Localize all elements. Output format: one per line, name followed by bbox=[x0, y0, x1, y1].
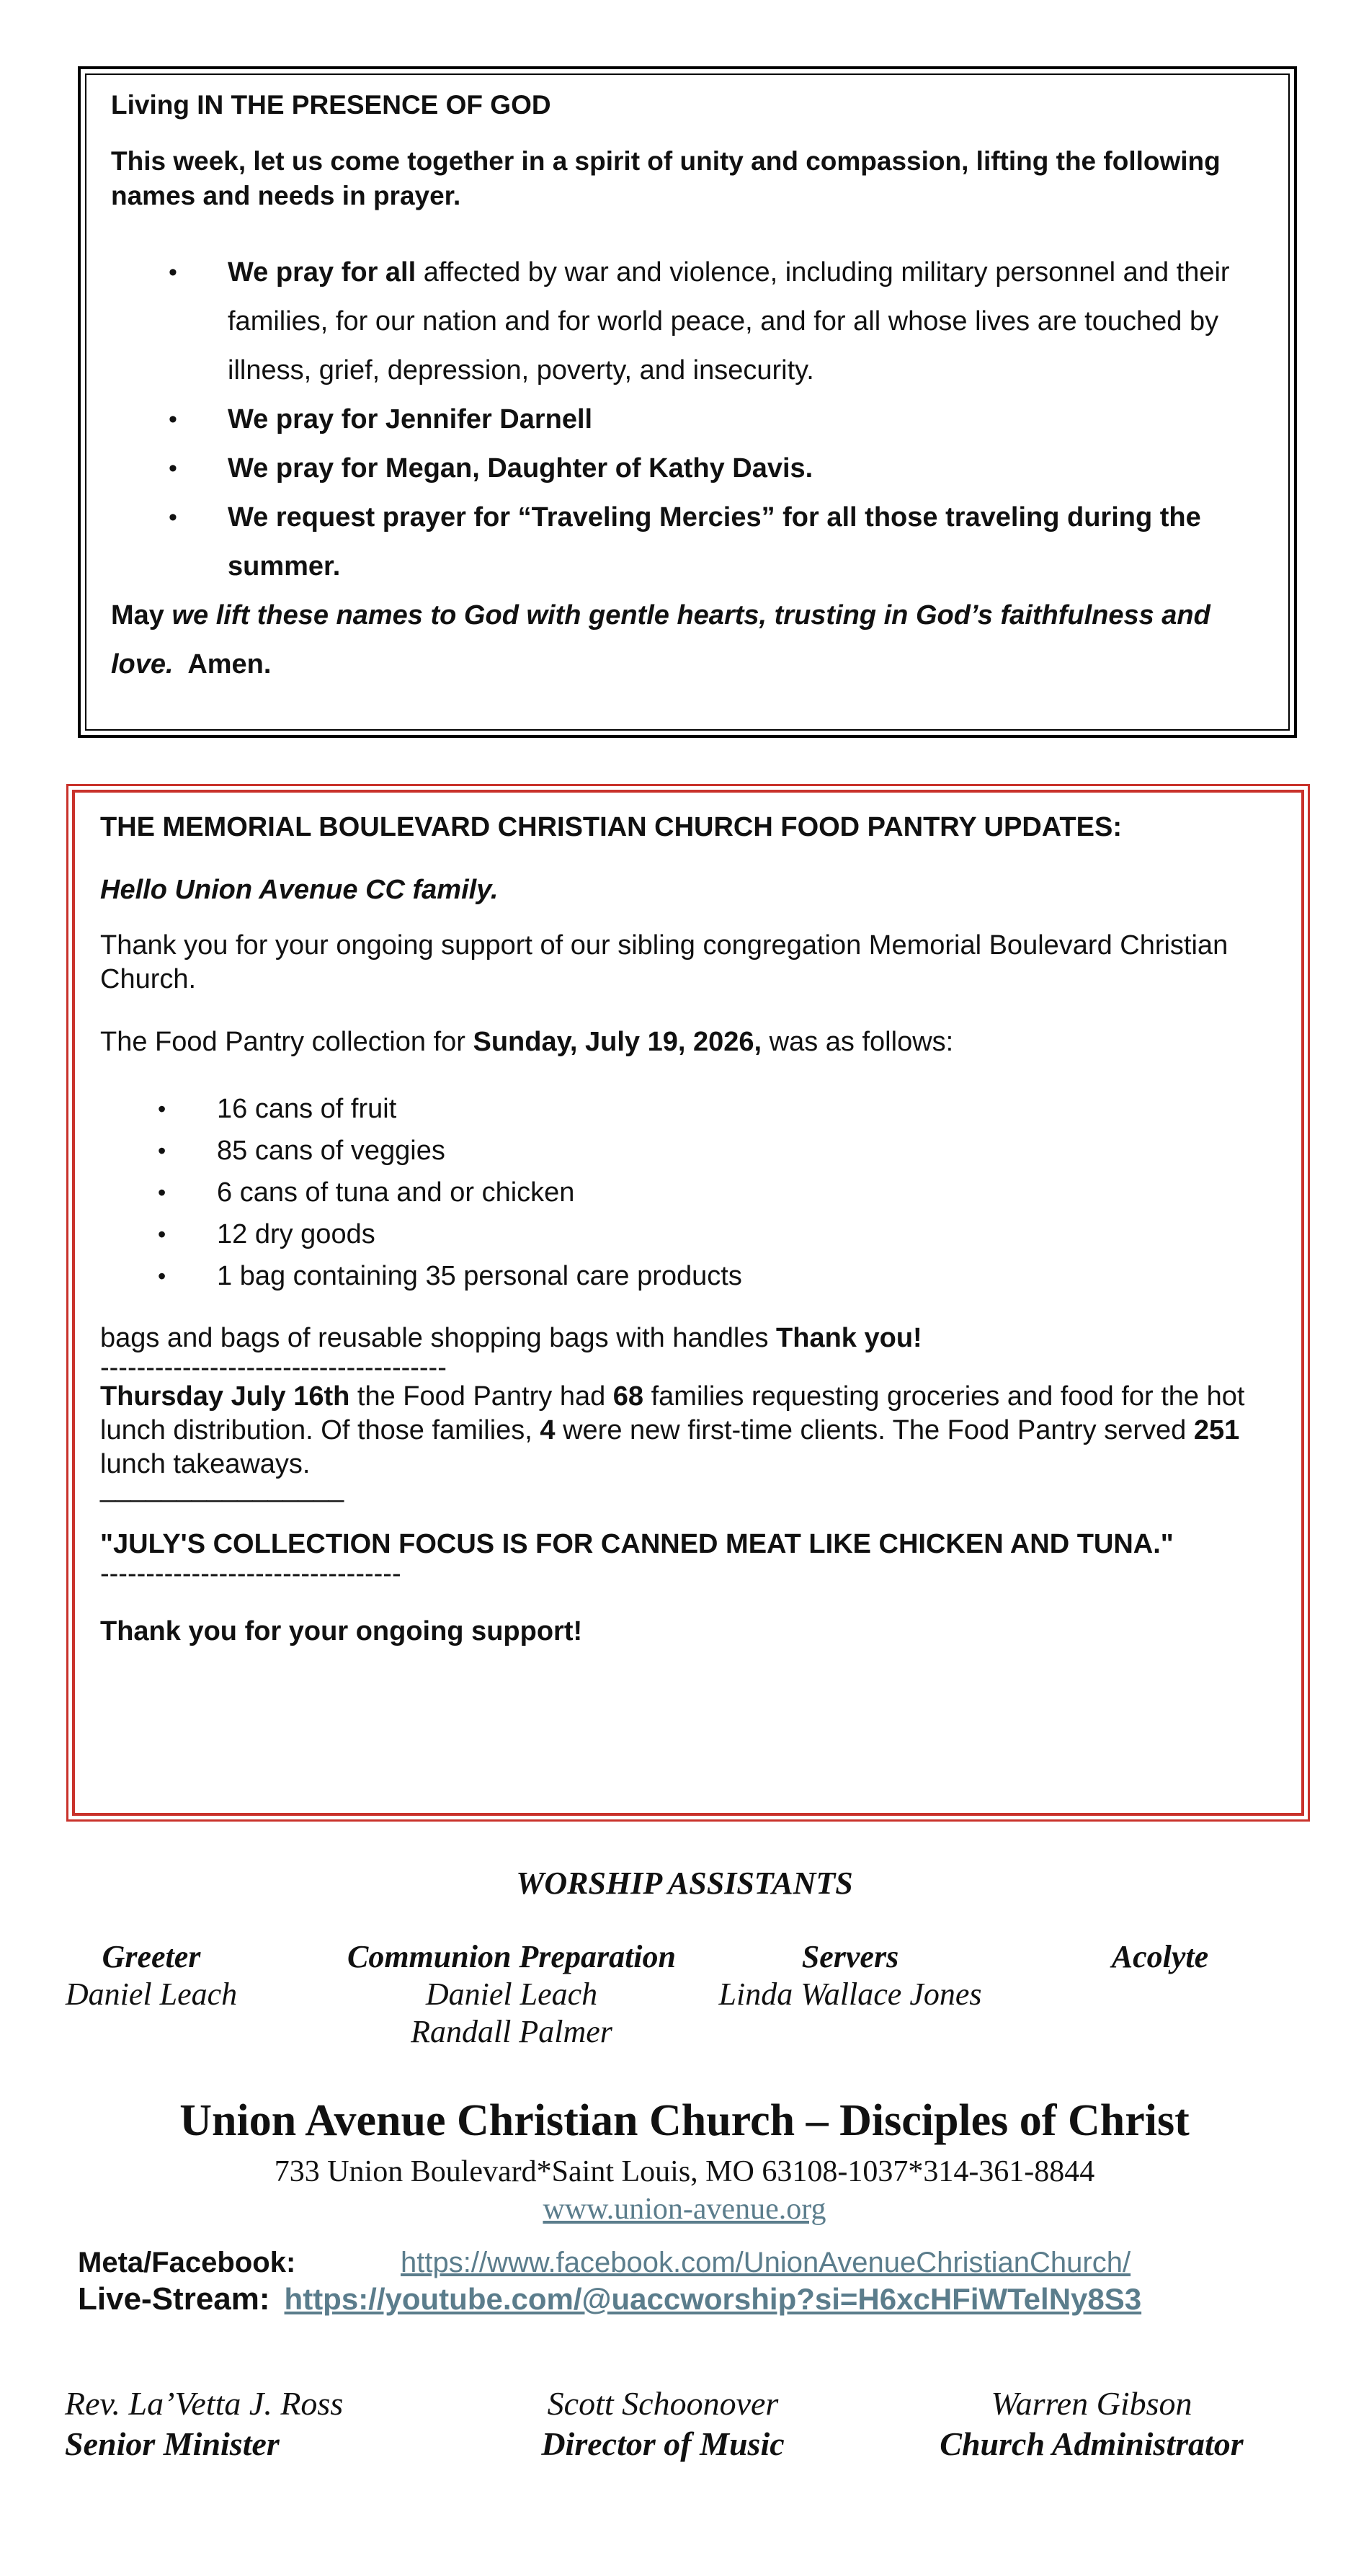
staff-name: Scott Schoonover bbox=[547, 2385, 779, 2422]
prayer-item-bold: We pray for all bbox=[228, 257, 416, 288]
prayer-content bbox=[111, 88, 1262, 716]
bags-text: bags and bags of reusable shopping bags with handles bbox=[100, 1323, 777, 1353]
assistant-name: Daniel Leach bbox=[65, 1976, 238, 2012]
staff-senior-minister bbox=[65, 2384, 343, 2464]
worship-role-greeter bbox=[36, 1938, 267, 2013]
bullet-icon: • bbox=[158, 1180, 166, 1205]
bags-thanks: Thank you! bbox=[776, 1323, 922, 1353]
staff-title: Senior Minister bbox=[65, 2425, 280, 2462]
collection-date: Sunday, July 19, 2026, bbox=[473, 1027, 762, 1057]
pantry-thursday-report bbox=[100, 1380, 1279, 1481]
bullet-icon: • bbox=[169, 504, 177, 531]
assistant-name: Daniel Leach bbox=[425, 1976, 598, 2012]
thursday-date: Thursday July 16th bbox=[100, 1381, 350, 1412]
facebook-label: Meta/Facebook: bbox=[78, 2247, 296, 2278]
prayer-item bbox=[111, 493, 1262, 591]
prayer-title-main: IN THE PRESENCE OF GOD bbox=[197, 90, 551, 120]
prayer-closing bbox=[111, 591, 1262, 689]
staff-director-of-music bbox=[533, 2384, 793, 2464]
pantry-item-text: 16 cans of fruit bbox=[217, 1094, 397, 1124]
divider: ________________ bbox=[100, 1473, 344, 1503]
pantry-collection-intro bbox=[100, 1025, 1279, 1059]
worship-role-servers bbox=[692, 1938, 1009, 2013]
worship-role-communion bbox=[310, 1938, 713, 2051]
pantry-bags bbox=[100, 1322, 1279, 1355]
pantry-item-text: 85 cans of veggies bbox=[217, 1136, 445, 1166]
lunches-count: 251 bbox=[1193, 1415, 1240, 1445]
prayer-closing-lead: May bbox=[111, 600, 172, 630]
prayer-item-bold: We pray for Jennifer Darnell bbox=[228, 404, 593, 434]
collection-focus: "JULY'S COLLECTION FOCUS IS FOR CANNED MEAT LIKE CHICKEN AND TUNA." bbox=[100, 1529, 1174, 1559]
food-pantry-content bbox=[100, 811, 1279, 1649]
pantry-items-list bbox=[100, 1088, 1279, 1297]
collection-lead: The Food Pantry collection for bbox=[100, 1027, 473, 1057]
facebook-row bbox=[78, 2247, 1131, 2279]
prayer-item-text: affected by war and violence, including military personnel and their families, for our nation and for world peace, and for all whose lives are touched by illness, grief, depression, poverty, and insecurity. bbox=[228, 257, 1230, 385]
prayer-item-bold: We pray for Megan, Daughter of Kathy Davis. bbox=[228, 453, 813, 483]
list-item bbox=[100, 1255, 1279, 1297]
prayer-item bbox=[111, 444, 1262, 493]
pantry-item-text: 1 bag containing 35 personal care products bbox=[217, 1261, 742, 1291]
list-item bbox=[100, 1130, 1279, 1172]
bullet-icon: • bbox=[169, 259, 177, 286]
assistant-name: Randall Palmer bbox=[411, 2014, 612, 2049]
bullet-icon: • bbox=[158, 1263, 166, 1289]
families-count: 68 bbox=[612, 1381, 644, 1412]
list-item bbox=[100, 1213, 1279, 1255]
report-text: lunch takeaways. bbox=[100, 1449, 311, 1479]
pantry-thanks: Thank you for your ongoing support of our sibling congregation Memorial Boulevard Christian Church. bbox=[100, 930, 1228, 994]
list-item bbox=[100, 1088, 1279, 1130]
divider: --------------------------------- bbox=[100, 1559, 401, 1589]
church-website-link[interactable]: www.union-avenue.org bbox=[543, 2193, 826, 2226]
pantry-heading: THE MEMORIAL BOULEVARD CHRISTIAN CHURCH FOOD PANTRY UPDATES: bbox=[100, 812, 1122, 842]
prayer-title bbox=[111, 88, 1262, 122]
staff-title: Director of Music bbox=[541, 2425, 785, 2462]
church-name: Union Avenue Christian Church – Disciples of Christ bbox=[179, 2096, 1190, 2145]
worship-role-acolyte bbox=[1052, 1938, 1268, 1976]
prayer-closing-amen: Amen. bbox=[173, 649, 272, 679]
new-clients-count: 4 bbox=[540, 1415, 556, 1445]
prayer-item-bold: We request prayer for “Traveling Mercies” for all those traveling during the summer. bbox=[228, 502, 1201, 581]
prayer-title-prefix: Living bbox=[111, 90, 197, 120]
worship-assistants-title: WORSHIP ASSISTANTS bbox=[516, 1866, 853, 1901]
list-item bbox=[100, 1172, 1279, 1213]
church-address: 733 Union Boulevard*Saint Louis, MO 63108-1037*314-361-8844 bbox=[274, 2155, 1095, 2188]
staff-church-administrator bbox=[922, 2384, 1261, 2464]
pantry-item-text: 6 cans of tuna and or chicken bbox=[217, 1177, 575, 1208]
livestream-label: Live-Stream: bbox=[78, 2281, 270, 2317]
pantry-closing: Thank you for your ongoing support! bbox=[100, 1616, 583, 1646]
bullet-icon: • bbox=[169, 455, 177, 482]
staff-name: Warren Gibson bbox=[991, 2385, 1192, 2422]
bullet-icon: • bbox=[158, 1221, 166, 1247]
prayer-closing-italic: we lift these names to God with gentle hearts, trusting in God’s faithfulness and love. bbox=[111, 600, 1210, 679]
bullet-icon: • bbox=[169, 406, 177, 433]
role-label: Acolyte bbox=[1111, 1939, 1209, 1974]
assistant-name: Linda Wallace Jones bbox=[718, 1976, 982, 2012]
prayer-item bbox=[111, 248, 1262, 395]
staff-name: Rev. La’Vetta J. Ross bbox=[65, 2385, 344, 2422]
report-text: the Food Pantry had bbox=[349, 1381, 613, 1412]
bullet-icon: • bbox=[158, 1138, 166, 1164]
food-pantry-box bbox=[66, 784, 1310, 1822]
role-label: Communion Preparation bbox=[347, 1939, 676, 1974]
prayer-item bbox=[111, 395, 1262, 444]
report-text: families requesting groceries and food for the hot lunch distribution. Of those families, bbox=[100, 1381, 1245, 1445]
facebook-link[interactable]: https://www.facebook.com/UnionAvenueChristianChurch/ bbox=[401, 2247, 1131, 2278]
divider: -------------------------------------- bbox=[100, 1352, 447, 1383]
prayer-list bbox=[111, 248, 1262, 591]
livestream-row bbox=[78, 2281, 1141, 2317]
report-text: were new first-time clients. The Food Pantry served bbox=[555, 1415, 1194, 1445]
prayer-box bbox=[78, 66, 1297, 738]
pantry-item-text: 12 dry goods bbox=[217, 1219, 375, 1249]
pantry-greeting: Hello Union Avenue CC family. bbox=[100, 875, 499, 905]
role-label: Servers bbox=[801, 1939, 899, 1974]
collection-tail: was as follows: bbox=[762, 1027, 954, 1057]
role-label: Greeter bbox=[102, 1939, 201, 1974]
livestream-link[interactable]: https://youtube.com/@uaccworship?si=H6xcHFiWTelNy8S3 bbox=[284, 2282, 1142, 2316]
staff-title: Church Administrator bbox=[940, 2425, 1244, 2462]
bullet-icon: • bbox=[158, 1096, 166, 1122]
prayer-intro: This week, let us come together in a spirit of unity and compassion, lifting the following names and needs in prayer. bbox=[111, 146, 1221, 210]
